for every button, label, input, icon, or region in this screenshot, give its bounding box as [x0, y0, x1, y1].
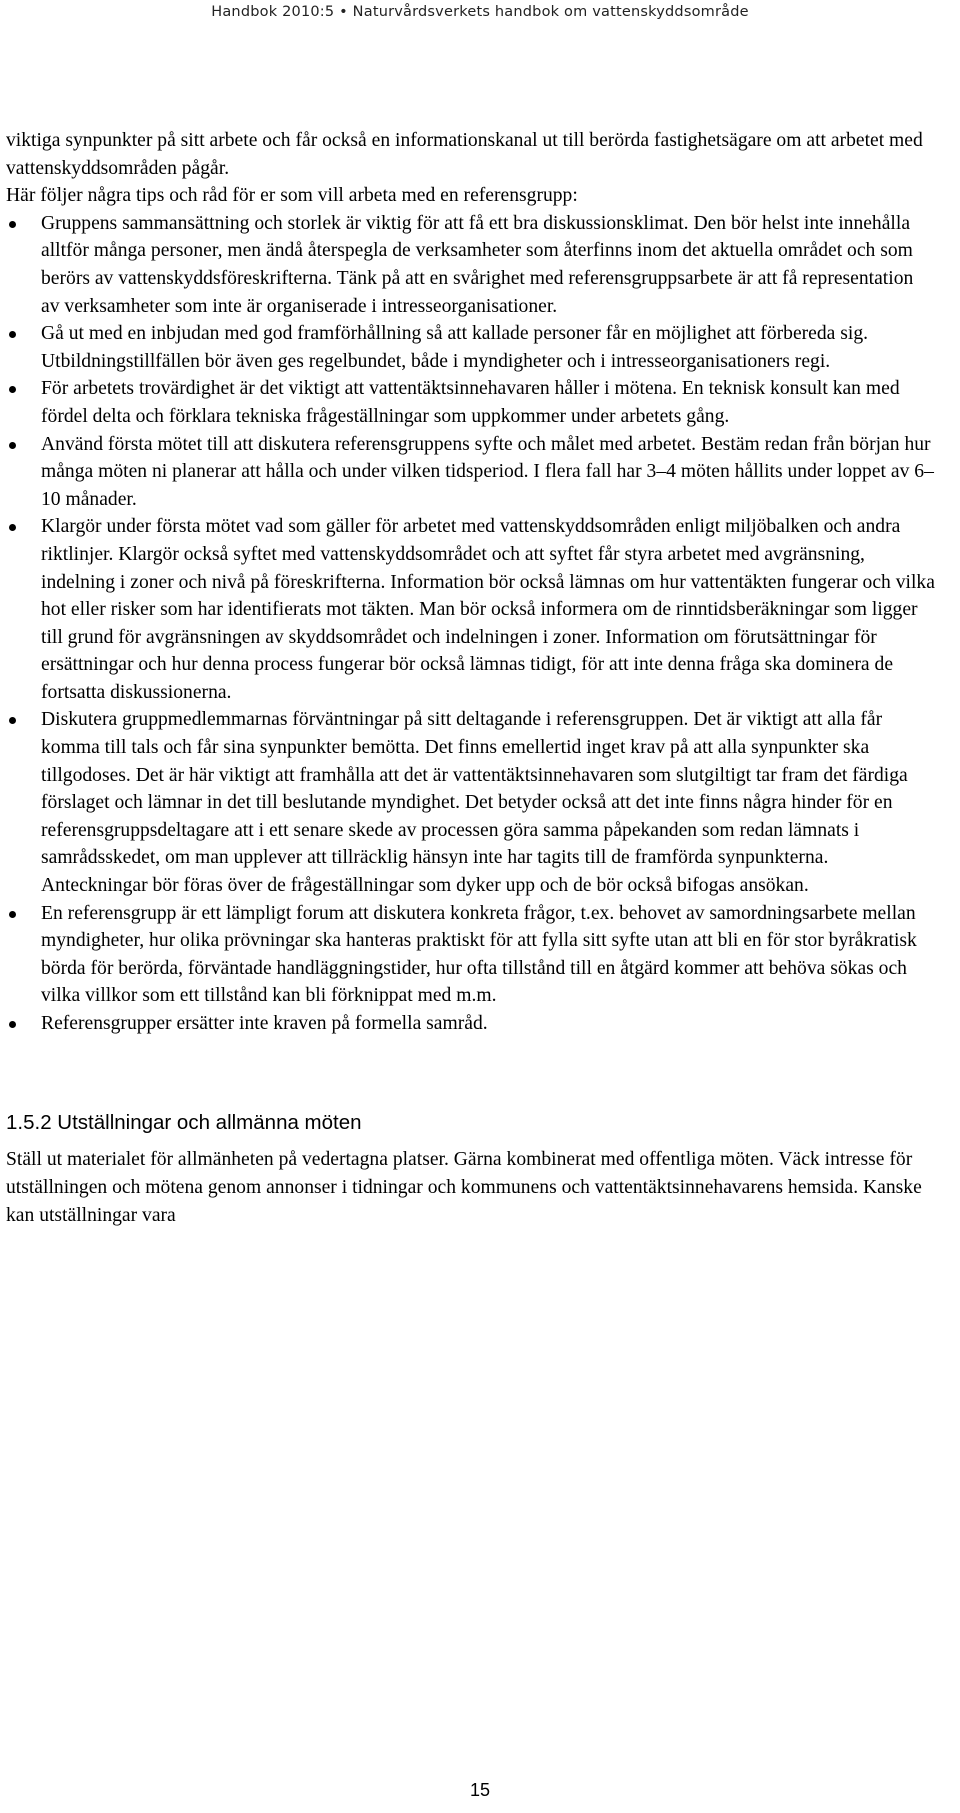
bullet-icon [9, 386, 16, 393]
section-heading: 1.5.2 Utställningar och allmänna möten [6, 1110, 362, 1134]
list-item [6, 431, 936, 514]
list-item-text: Referensgrupper ersätter inte kraven på formella samråd. [41, 1013, 488, 1034]
running-header: Handbok 2010:5 • Naturvårdsverkets handbok om vattenskyddsområde [211, 4, 749, 20]
bullet-icon [9, 1021, 16, 1028]
bullet-icon [9, 911, 16, 918]
list-item-text: Gruppens sammansättning och storlek är viktig för att få ett bra diskussionsklimat. Den bör helst inte innehålla alltför många personer, men ändå återspegla de verksamheter som återfinns inom det aktuella området och som berörs av vattenskyddsföreskrifterna. Tänk på att en svårighet med referensgruppsarbete är att få representation av verksamheter som inte är organiserade i intresseorganisationer. [41, 212, 914, 317]
bullet-icon [9, 221, 16, 228]
list-item-text: Klargör under första mötet vad som gäller för arbetet med vattenskyddsområden enligt miljöbalken och andra riktlinjer. Klargör också syftet med vattenskyddsområdet och att syftet får styra arbetet med avgränsning, indelning i zoner och nivå på föreskrifterna. Information bör också lämnas om hur vattentäkten fungerar och vilka hot eller risker som har identifierats mot täkten. Man bör också informera om de rinntidsberäkningar som ligger till grund för avgränsningen av skyddsområdet och indelningen i zoner. Information om förutsättningar för ersättningar och hur denna process fungerar bör också lämnas tidigt, för att inte denna fråga ska dominera de fortsatta diskussionerna. [41, 516, 935, 703]
bullet-icon [9, 442, 16, 449]
list-item [6, 375, 936, 430]
list-item-text: Diskutera gruppmedlemmarnas förväntningar på sitt deltagande i referensgruppen. Det är viktigt att alla får komma till tals och får sina synpunkter bemötta. Det finns emellertid inget krav på att alla synpunkter ska tillgodoses. Det är här viktigt att framhålla att det är vattentäktsinnehavaren som slutgiltigt tar fram det färdiga förslaget och lämnar in det till beslutande myndighet. Det betyder också att det inte finns några hinder för en referensgruppsdeltagare att i ett senare skede av processen göra samma påpekanden som redan lämnats i samrådsskedet, om man upplever att tillräcklig hänsyn inte har tagits till de framförda synpunkterna. Anteckningar bör föras över de frågeställningar som dyker upp och de bör också bifogas ansökan. [41, 709, 908, 897]
list-item-text: En referensgrupp är ett lämpligt forum att diskutera konkreta frågor, t.ex. behovet av samordningsarbete mellan myndigheter, hur olika prövningar ska hanteras praktiskt för att fylla sitt syfte utan att bli en för stor byråkratisk börda för berörda, förväntade handläggningstider, hur ofta tillstånd till en åtgärd kommer att behöva sökas och vilka villkor som ett tillstånd kan bli förknippat med m.m. [41, 902, 917, 1007]
intro-lead-in: Här följer några tips och råd för er som vill arbeta med en referensgrupp: [6, 185, 578, 207]
list-item [6, 900, 936, 1010]
list-item-text: Använd första mötet till att diskutera referensgruppens syfte och målet med arbetet. Bestäm redan från början hur många möten ni planerar att hålla och under vilken tidsperiod. I flera fall har 3–4 möten hållits under loppet av 6–10 månader. [41, 433, 934, 510]
bullet-icon [9, 717, 16, 724]
list-item [6, 210, 936, 320]
intro-paragraph: viktiga synpunkter på sitt arbete och får också en informationskanal ut till berörda fastighetsägare om att arbetet med vattenskyddsområden pågår. [6, 130, 923, 179]
list-item [6, 320, 936, 375]
list-item [6, 706, 936, 899]
list-item-text: Gå ut med en inbjudan med god framförhållning så att kallade personer får en möjlighet att förbereda sig. Utbildningstillfällen bör även ges regelbundet, både i myndigheter och i intresseorganisationers regi. [41, 323, 869, 372]
bullet-icon [9, 524, 16, 531]
tips-list [6, 210, 936, 1038]
list-item-text: För arbetets trovärdighet är det viktigt att vattentäktsinnehavaren håller i mötena. En teknisk konsult kan med fördel delta och förklara tekniska frågeställningar som uppkommer under arbetets gång. [41, 378, 900, 427]
page-body [6, 127, 936, 1230]
page-number: 15 [469, 1780, 491, 1800]
section-paragraph: Ställ ut materialet för allmänheten på vedertagna platser. Gärna kombinerat med offentliga möten. Väck intresse för utställningen och mötena genom annonser i tidningar och kommunens och vattentäktsinnehavarens hemsida. Kanske kan utställningar vara [6, 1148, 922, 1226]
bullet-icon [9, 331, 16, 338]
list-item [6, 513, 936, 706]
list-item [6, 1010, 936, 1038]
